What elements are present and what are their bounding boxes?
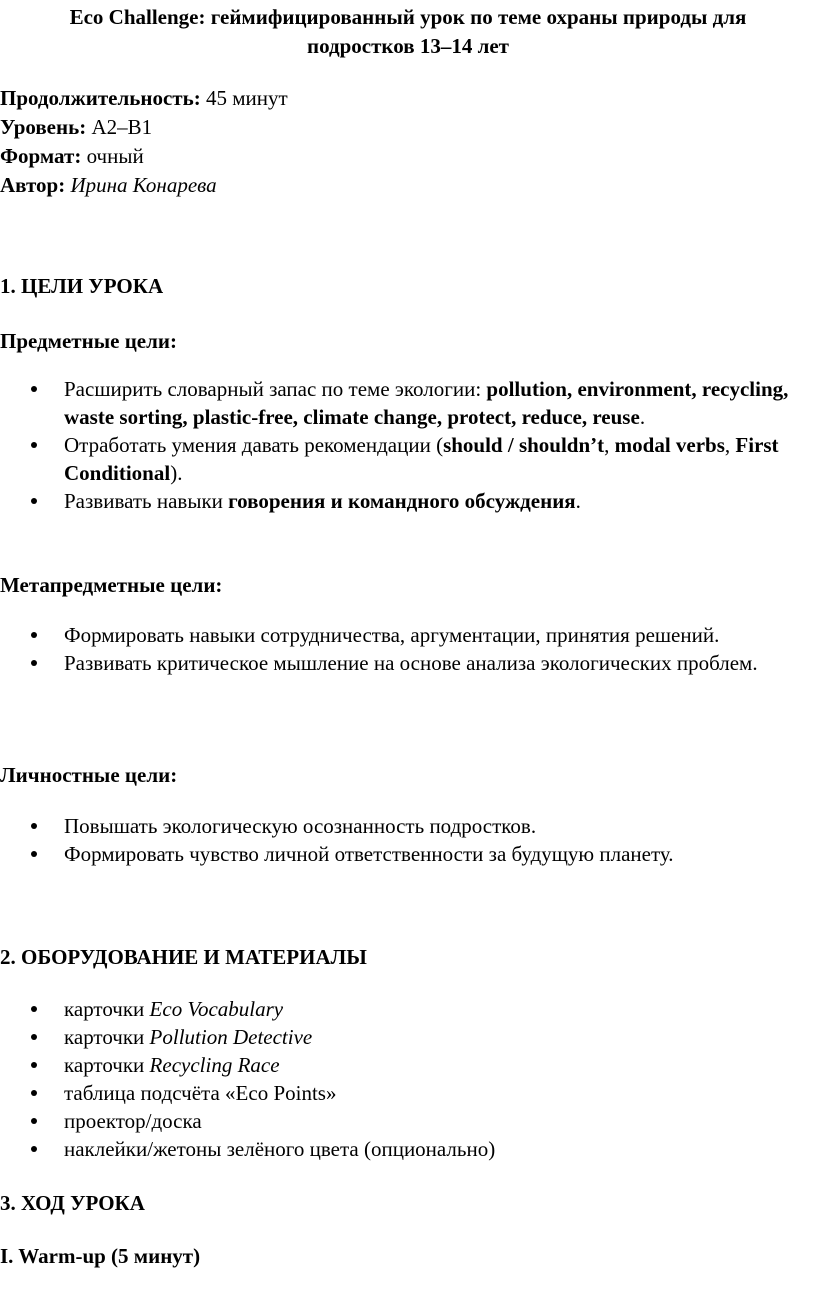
list-item-text: Формировать навыки сотрудничества, аргументации, принятия решений. xyxy=(64,623,720,647)
list-item-text: ). xyxy=(170,461,183,485)
personal-goals-list xyxy=(0,812,810,868)
bullet-icon xyxy=(31,1062,37,1068)
list-item-bold: говорения и командного обсуждения xyxy=(228,489,576,513)
list-item xyxy=(0,431,810,487)
list-item-italic: Eco Vocabulary xyxy=(149,997,284,1021)
bullet-icon xyxy=(31,442,37,448)
list-item xyxy=(0,1051,810,1079)
meta-author xyxy=(0,171,800,200)
list-item-bold: pollution, environment, recycling, waste sorting, plastic-free, climate change, protect, reduce, reuse xyxy=(64,377,789,429)
meta-format-value: очный xyxy=(86,144,144,168)
bullet-icon xyxy=(31,851,37,857)
list-item-text: Формировать чувство личной ответственности за будущую планету. xyxy=(64,842,674,866)
meta-level-label: Уровень: xyxy=(0,115,87,139)
bullet-icon xyxy=(31,1090,37,1096)
meta-author-value: Ирина Конарева xyxy=(70,173,217,197)
warmup-heading: I. Warm-up (5 минут) xyxy=(0,1244,201,1268)
list-item-text: наклейки/жетоны зелёного цвета (опционально) xyxy=(64,1137,496,1161)
list-item-bold: modal verbs xyxy=(614,433,725,457)
materials-list xyxy=(0,995,810,1163)
list-item-text: карточки xyxy=(64,1025,150,1049)
list-item xyxy=(0,621,810,649)
list-item xyxy=(0,995,810,1023)
list-item xyxy=(0,1135,810,1163)
document-title xyxy=(0,3,816,61)
list-item xyxy=(0,1107,810,1135)
list-item-text: карточки xyxy=(64,1053,150,1077)
list-item xyxy=(0,375,810,431)
meta-duration xyxy=(0,84,800,113)
section-1-heading: 1. ЦЕЛИ УРОКА xyxy=(0,274,164,298)
bullet-icon xyxy=(31,823,37,829)
list-item-text: карточки xyxy=(64,997,150,1021)
list-item xyxy=(0,1079,810,1107)
meta-duration-value: 45 минут xyxy=(205,86,288,110)
list-item-text: таблица подсчёта «Eco Points» xyxy=(64,1081,337,1105)
meta-format-label: Формат: xyxy=(0,144,82,168)
meta-level xyxy=(0,113,800,142)
bullet-icon xyxy=(31,1146,37,1152)
list-item xyxy=(0,1023,810,1051)
section-2-heading: 2. ОБОРУДОВАНИЕ И МАТЕРИАЛЫ xyxy=(0,945,367,969)
list-item xyxy=(0,812,810,840)
meta-subject-goals-heading: Метапредметные цели: xyxy=(0,573,223,597)
list-item xyxy=(0,840,810,868)
list-item-italic: Pollution Detective xyxy=(149,1025,313,1049)
personal-goals-heading: Личностные цели: xyxy=(0,763,178,787)
bullet-icon xyxy=(31,386,37,392)
list-item-text: Повышать экологическую осознанность подростков. xyxy=(64,814,537,838)
lesson-meta xyxy=(0,84,800,200)
bullet-icon xyxy=(31,1118,37,1124)
list-item xyxy=(0,487,810,515)
meta-subject-goals-list xyxy=(0,621,810,677)
bullet-icon xyxy=(31,1006,37,1012)
list-item-italic: Recycling Race xyxy=(149,1053,280,1077)
list-item-text: Расширить словарный запас по теме экологии: xyxy=(64,377,487,401)
bullet-icon xyxy=(31,1034,37,1040)
list-item-text: Отработать умения давать рекомендации ( xyxy=(64,433,444,457)
list-item-text: , xyxy=(604,433,615,457)
list-item-text: , xyxy=(724,433,736,457)
list-item-text: . xyxy=(639,405,646,429)
meta-level-value: A2–B1 xyxy=(91,115,153,139)
bullet-icon xyxy=(31,660,37,666)
meta-duration-label: Продолжительность: xyxy=(0,86,201,110)
list-item xyxy=(0,649,810,677)
list-item-bold: should / shouldn’t xyxy=(443,433,605,457)
list-item-text: проектор/доска xyxy=(64,1109,202,1133)
list-item-text: . xyxy=(575,489,581,513)
subject-goals-list xyxy=(0,375,810,515)
list-item-bold: First Conditional xyxy=(64,433,779,485)
title-line-1: Eco Challenge: геймифицированный урок по теме охраны природы для xyxy=(69,5,747,29)
title-line-2: подростков 13–14 лет xyxy=(307,34,509,58)
bullet-icon xyxy=(31,498,37,504)
list-item-text: Развивать критическое мышление на основе анализа экологических проблем. xyxy=(64,651,758,675)
list-item-text: Развивать навыки xyxy=(64,489,229,513)
meta-author-label: Автор: xyxy=(0,173,66,197)
meta-format xyxy=(0,142,800,171)
section-3-heading: 3. ХОД УРОКА xyxy=(0,1191,145,1215)
subject-goals-heading: Предметные цели: xyxy=(0,329,177,353)
bullet-icon xyxy=(31,632,37,638)
